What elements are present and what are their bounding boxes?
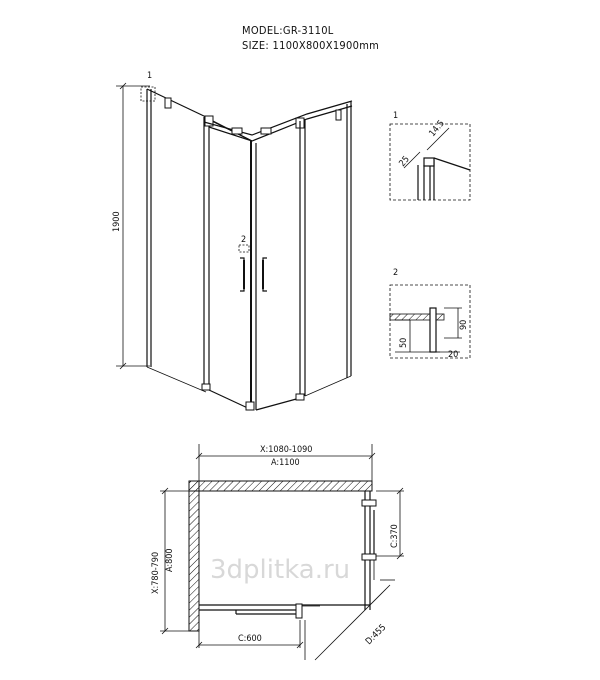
width-x-label: X:1080-1090: [260, 445, 313, 455]
detail-1-title: 1: [393, 111, 399, 121]
watermark: 3dplitka.ru: [210, 555, 351, 585]
diagonal-label: D:455: [364, 622, 389, 648]
side-wall: [189, 481, 199, 631]
model-label: MODEL:GR-3110L: [242, 24, 334, 37]
callout-2-label: 2: [241, 235, 247, 245]
front-view: [112, 71, 352, 410]
detail-1: [390, 111, 470, 200]
detail-2-title: 2: [393, 268, 399, 278]
detail-2: [390, 268, 470, 360]
detail-2-dimension-b: 50: [399, 337, 409, 348]
callout-2-box: [239, 245, 249, 252]
side-door-width-label: C:370: [390, 524, 400, 548]
plan-view: [151, 444, 404, 660]
door-width-label: C:600: [238, 634, 262, 644]
detail-2-dimension-a: 90: [459, 319, 469, 330]
detail-2-dimension-c: 20: [448, 350, 459, 360]
back-wall: [189, 481, 372, 491]
detail-1-dimension-a: 14.5: [427, 118, 447, 139]
detail-1-dimension-b: 25: [397, 154, 412, 169]
size-label: SIZE: 1100X800X1900mm: [242, 39, 380, 52]
height-dimension-label: 1900: [112, 211, 122, 232]
depth-a-label: A:800: [165, 548, 175, 572]
width-a-label: A:1100: [271, 458, 300, 468]
callout-1-label: 1: [147, 71, 153, 81]
depth-x-label: X:780-790: [151, 551, 161, 594]
